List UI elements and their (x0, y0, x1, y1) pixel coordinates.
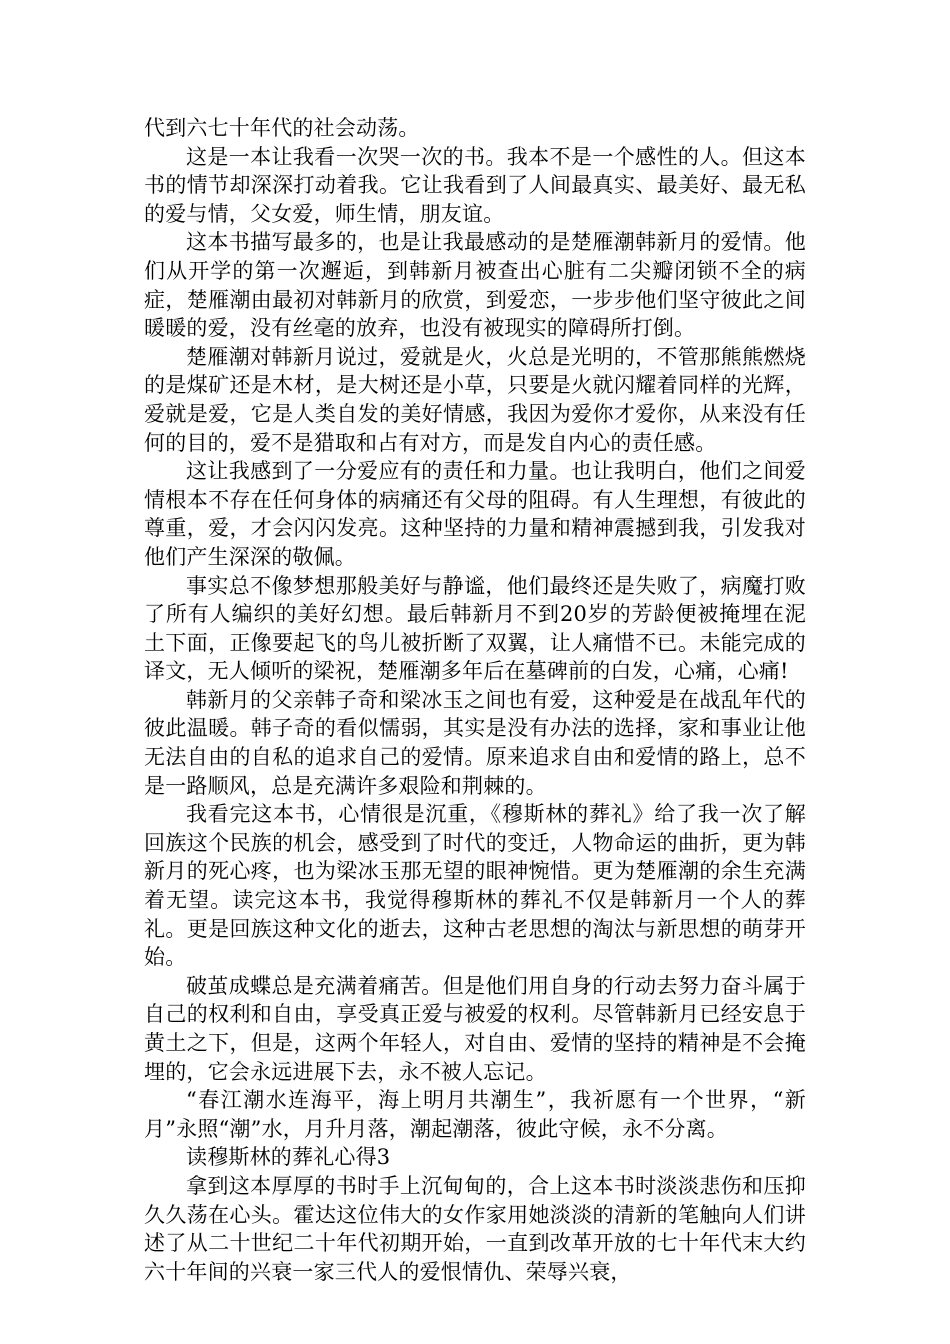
paragraph-continuation: 代到六七十年代的社会动荡。 (144, 116, 420, 140)
section-heading: 读穆斯林的葬礼心得3 (186, 1145, 391, 1170)
paragraph: 这让我感到了一分爱应有的责任和力量。也让我明白，他们之间爱情根本不存在任何身体的病痛还有父母的阻碍。有人生理想，有彼此的尊重，爱，才会闪闪发亮。这种坚持的力量和精神震撼到我，引发我对他们产生深深的敬佩。 (144, 459, 806, 569)
paragraph: 我看完这本书，心情很是沉重，《穆斯林的葬礼》给了我一次了解回族这个民族的机会，感受到了时代的变迁，人物命运的曲折，更为韩新月的死心疼，也为梁冰玉那无望的眼神惋惜。更为楚雁潮的余生充满着无望。读完这本书，我觉得穆斯林的葬礼不仅是韩新月一个人的葬礼。更是回族这种文化的逝去，这种古老思想的淘汰与新思想的萌芽开始。 (144, 802, 806, 970)
paragraph: 事实总不像梦想那般美好与静谧，他们最终还是失败了，病魔打败了所有人编织的美好幻想。最后韩新月不到20岁的芳龄便被掩埋在泥土下面，正像要起飞的鸟儿被折断了双翼，让人痛惜不已。未能完成的译文，无人倾听的梁祝，楚雁潮多年后在墓碑前的白发，心痛，心痛! (144, 573, 806, 684)
paragraph: 拿到这本厚厚的书时手上沉甸甸的，合上这本书时淡淡悲伤和压抑久久荡在心头。霍达这位伟大的女作家用她淡淡的清新的笔触向人们讲述了从二十世纪二十年代初期开始，一直到改革开放的七十年代末大约六十年间的兴衰一家三代人的爱恨情仇、荣辱兴衰， (144, 1173, 806, 1284)
paragraph: 这本书描写最多的，也是让我最感动的是楚雁潮韩新月的爱情。他们从开学的第一次邂逅，到韩新月被查出心脏有二尖瓣闭锁不全的病症，楚雁潮由最初对韩新月的欣赏，到爱恋，一步步他们坚守彼此之间暖暖的爱，没有丝毫的放弃，也没有被现实的障碍所打倒。 (144, 230, 806, 341)
paragraph: 这是一本让我看一次哭一次的书。我本不是一个感性的人。但这本书的情节却深深打动着我。它让我看到了人间最真实、最美好、最无私的爱与情，父女爱，师生情，朋友谊。 (144, 144, 806, 226)
paragraph-poem-quote: “春江潮水连海平，海上明月共潮生”，我祈愿有一个世界，“新月”永照“潮”水，月升月落，潮起潮落，彼此守候，永不分离。 (144, 1088, 806, 1141)
paragraph: 楚雁潮对韩新月说过，爱就是火，火总是光明的，不管那熊熊燃烧的是煤矿还是木材，是大树还是小草，只要是火就闪耀着同样的光辉，爱就是爱，它是人类自发的美好情感，我因为爱你才爱你，从来没有任何的目的，爱不是猎取和占有对方，而是发自内心的责任感。 (144, 344, 806, 455)
document-page (144, 114, 806, 1286)
paragraph: 韩新月的父亲韩子奇和梁冰玉之间也有爱，这种爱是在战乱年代的彼此温暖。韩子奇的看似懦弱，其实是没有办法的选择，家和事业让他无法自由的自私的追求自己的爱情。原来追求自由和爱情的路上，总不是一路顺风，总是充满许多艰险和荆棘的。 (144, 687, 806, 798)
paragraph: 破茧成蝶总是充满着痛苦。但是他们用自身的行动去努力奋斗属于自己的权利和自由，享受真正爱与被爱的权利。尽管韩新月已经安息于黄土之下，但是，这两个年轻人，对自由、爱情的坚持的精神是不会掩埋的，它会永远进展下去，永不被人忘记。 (144, 973, 806, 1084)
